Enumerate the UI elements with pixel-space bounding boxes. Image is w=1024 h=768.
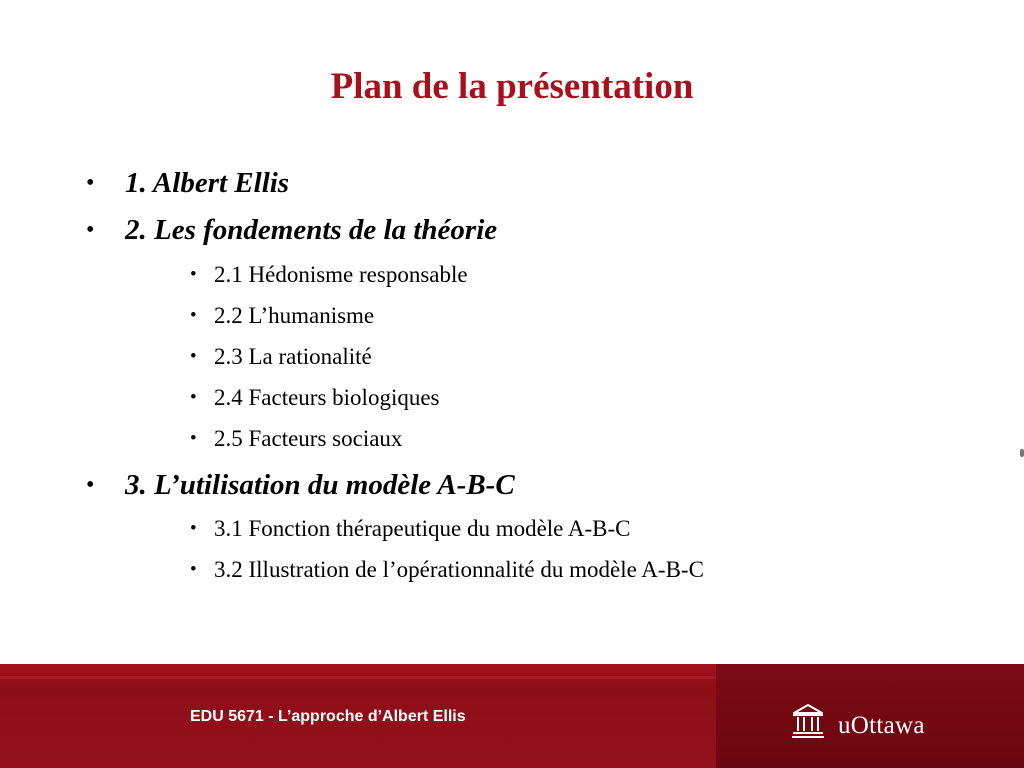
outline-item-label: 2. Les fondements de la théorie (125, 214, 498, 246)
outline-subitem-label: 2.4 Facteurs biologiques (214, 385, 440, 410)
bullet: • (190, 518, 197, 539)
slide-title: Plan de la présentation (330, 66, 694, 107)
footer-stripe (0, 676, 716, 679)
bullet: • (190, 305, 197, 326)
footer-band (0, 664, 1024, 768)
outline-subitem-label: 2.3 La rationalité (214, 344, 372, 369)
bullet: • (86, 472, 95, 498)
university-building-icon (791, 703, 825, 739)
footer-logo-panel (716, 664, 1024, 768)
outline-subitem-label: 2.2 L’humanisme (214, 303, 375, 328)
course-label: EDU 5671 - L’approche d’Albert Ellis (190, 708, 466, 725)
bullet: • (190, 264, 197, 285)
bullet: • (190, 346, 197, 367)
bullet: • (190, 559, 197, 580)
bullet: • (86, 170, 95, 196)
bullet: • (86, 217, 95, 243)
footer-main-panel (0, 664, 716, 768)
outline-subitem-label: 3.1 Fonction thérapeutique du modèle A-B-C (214, 516, 631, 541)
outline-subitem-label: 3.2 Illustration de l’opérationnalité du modèle A-B-C (214, 557, 704, 582)
outline-subitem-label: 2.1 Hédonisme responsable (214, 262, 468, 287)
outline-item-label: 1. Albert Ellis (125, 167, 290, 199)
bullet: • (190, 387, 197, 408)
outline-item-label: 3. L’utilisation du modèle A-B-C (125, 469, 515, 501)
bullet: • (190, 428, 197, 449)
outline-subitem-label: 2.5 Facteurs sociaux (214, 426, 403, 451)
edge-mark (1020, 449, 1024, 457)
university-logo-text: uOttawa (838, 712, 925, 739)
